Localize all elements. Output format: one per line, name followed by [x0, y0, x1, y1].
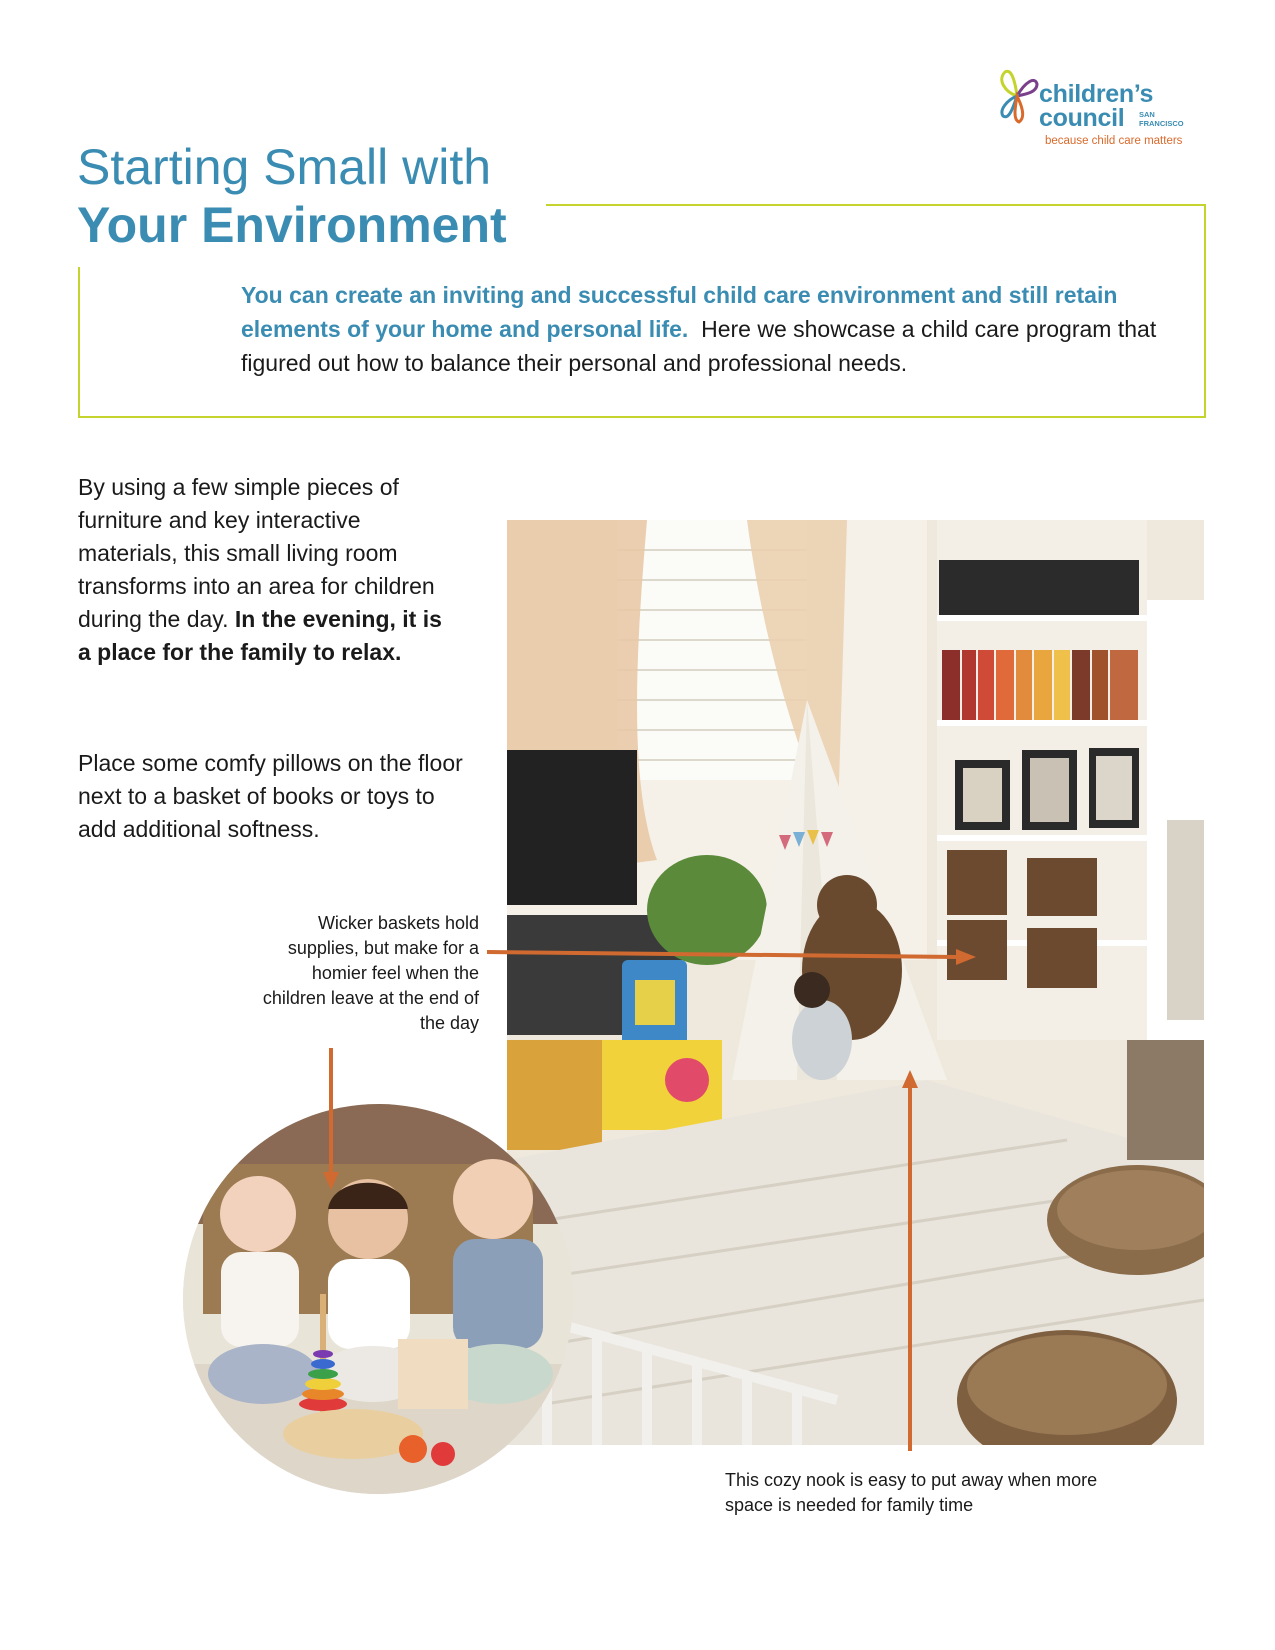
- body-paragraph-1: [78, 471, 458, 669]
- butterfly-logo-icon: [995, 66, 1039, 124]
- body-paragraph-2: Place some comfy pillows on the floor next to a basket of books or toys to add additional softness.: [78, 750, 463, 842]
- children-circle-photo: [183, 1104, 573, 1494]
- intro-highlight: You can create an inviting and successful child care environment and still retain elements of your home and personal life.: [241, 282, 1118, 342]
- callout-border-left: [78, 267, 80, 418]
- logo-name-line2: council: [1039, 104, 1125, 132]
- logo-tagline: because child care matters: [1045, 135, 1183, 147]
- page-title-line1: Starting Small with: [77, 139, 492, 195]
- living-room-photo: [507, 520, 1204, 1445]
- caption-cozy-nook: This cozy nook is easy to put away when more space is needed for family time: [725, 1470, 1098, 1515]
- page-title-line2: Your Environment: [77, 197, 507, 253]
- intro-callout: [241, 278, 1161, 380]
- body-paragraph-1-bold: In the evening, it is a place for the family to relax.: [78, 606, 442, 665]
- logo-name-line1: children’s: [1039, 80, 1154, 108]
- callout-border-top: [546, 204, 1206, 206]
- intro-rest: Here we showcase a child care program that figured out how to balance their personal and professional needs.: [241, 316, 1157, 376]
- childrens-council-logo: [995, 62, 1205, 157]
- callout-border-bottom: [78, 416, 1206, 418]
- caption-wicker-baskets: Wicker baskets hold supplies, but make for a homier feel when the children leave at the end of the day: [262, 913, 479, 1033]
- logo-city: SAN FRANCISCO: [1139, 110, 1184, 128]
- body-paragraph-1-text: By using a few simple pieces of furniture and key interactive materials, this small living room transforms into an area for children during the day.: [78, 474, 435, 632]
- callout-border-right: [1204, 204, 1206, 418]
